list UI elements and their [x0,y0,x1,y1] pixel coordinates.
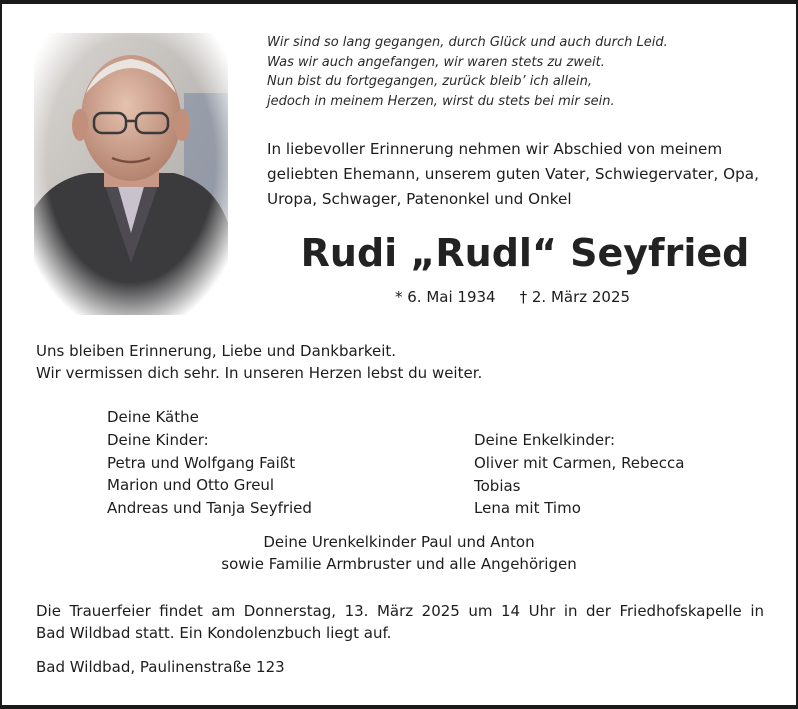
family-line: Deine Urenkelkinder Paul und Anton [263,533,535,551]
intro-line: geliebten Ehemann, unserem guten Vater, Schwiegervater, Opa, [267,165,759,183]
family-line: Oliver mit Carmen, Rebecca [474,453,685,472]
birth-date: * 6. Mai 1934 [395,288,496,306]
poem-line: Nun bist du fortgegangen, zurück bleib’ ich allein, [267,74,593,89]
poem-line: jedoch in meinem Herzen, wirst du stets bei mir sein. [267,93,615,109]
death-date: † 2. März 2025 [519,288,631,306]
portrait-image [34,33,228,315]
family-right-column [474,429,684,520]
family-line: Deine Käthe [107,408,199,426]
family-line: Petra und Wolfgang Faißt [107,453,296,472]
life-dates [395,287,630,307]
funeral-service-info [36,600,764,644]
family-line: sowie Familie Armbruster und alle Angehörigen [221,555,577,573]
service-line: Die Trauerfeier findet am Donnerstag, 13. März 2025 um 14 Uhr in der Friedhofskapelle in [36,602,764,620]
poem-line: Wir sind so lang gegangen, durch Glück und auch durch Leid. [267,35,668,50]
address: Bad Wildbad, Paulinenstraße 123 [36,658,285,676]
poem-line: Was wir auch angefangen, wir waren stets zu zweit. [267,54,605,70]
portrait-photo [34,33,228,315]
family-line: Lena mit Timo [474,499,581,518]
intro-text [267,137,777,212]
family-line: Deine Kinder: [107,430,209,449]
intro-line: In liebevoller Erinnerung nehmen wir Abschied von meinem [267,140,723,158]
thanks-text [36,340,482,384]
family-line: Andreas und Tanja Seyfried [107,499,312,518]
family-line: Deine Enkelkinder: [474,431,616,449]
service-line: Bad Wildbad statt. Ein Kondolenzbuch liegt auf. [36,624,392,642]
thanks-line: Wir vermissen dich sehr. In unseren Herzen lebst du weiter. [36,364,483,382]
family-line: Marion und Otto Greul [107,476,275,495]
family-line: Tobias [474,476,521,495]
family-left-column [107,406,312,520]
deceased-name: Rudi „Rudl“ Seyfried [300,231,750,275]
poem [267,33,668,111]
intro-line: Uropa, Schwager, Patenonkel und Onkel [267,190,572,208]
family-center [0,531,798,575]
thanks-line: Uns bleiben Erinnerung, Liebe und Dankbarkeit. [36,342,397,360]
